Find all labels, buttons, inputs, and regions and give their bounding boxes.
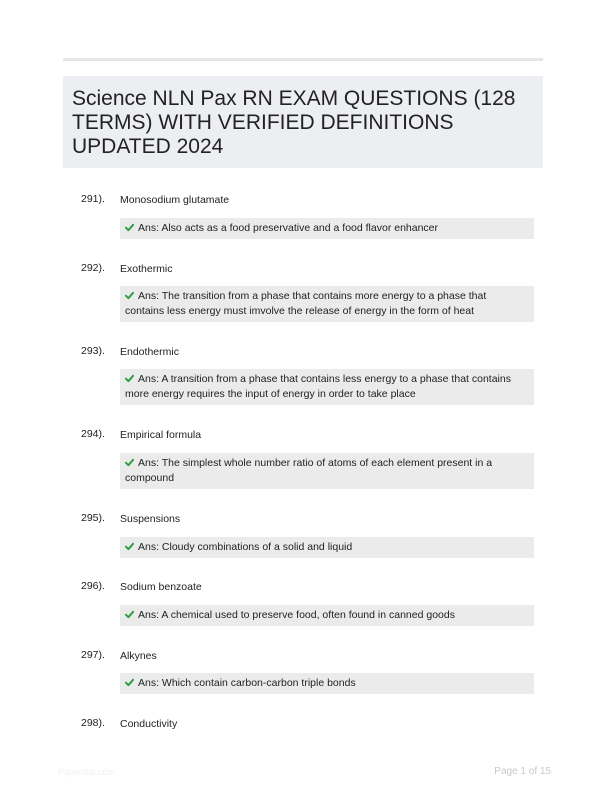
question-number: 296). <box>81 580 105 592</box>
answer-text: Ans: Also acts as a food preservative and a food flavor enhancer <box>138 222 439 234</box>
answer-box <box>120 218 534 239</box>
check-icon <box>125 291 134 300</box>
check-icon <box>125 610 134 619</box>
answer-box <box>120 453 534 489</box>
check-icon <box>125 542 134 551</box>
question-number: 294). <box>81 428 105 440</box>
question-number: 298). <box>81 717 105 729</box>
question-term: Empirical formula <box>120 429 202 441</box>
answer-box <box>120 369 534 405</box>
answer-text: Ans: Cloudy combinations of a solid and liquid <box>138 541 353 553</box>
answer-box <box>120 286 534 322</box>
answer-text: Ans: A transition from a phase that contains less energy to a phase that contains more energy requires the input of energy in order to take place <box>125 373 511 400</box>
answer-text: Ans: A chemical used to preserve food, often found in canned goods <box>138 609 455 621</box>
question-term: Monosodium glutamate <box>120 194 230 206</box>
question-number: 292). <box>81 262 105 274</box>
answer-text: Ans: The transition from a phase that contains more energy to a phase that contains less energy must imvolve the release of energy in the form of heat <box>125 290 487 317</box>
check-icon <box>125 678 134 687</box>
answer-text: Ans: Which contain carbon-carbon triple bonds <box>138 677 356 689</box>
question-number: 293). <box>81 345 105 357</box>
check-icon <box>125 223 134 232</box>
check-icon <box>125 374 134 383</box>
question-term: Conductivity <box>120 718 178 730</box>
question-term: Sodium benzoate <box>120 581 202 593</box>
page-indicator: Page 1 of 15 <box>494 766 551 777</box>
question-number: 291). <box>81 193 105 205</box>
question-term: Endothermic <box>120 346 179 358</box>
document-title: Science NLN Pax RN EXAM QUESTIONS (128 TERMS) WITH VERIFIED DEFINITIONS UPDATED 2024 <box>72 87 516 158</box>
question-term: Alkynes <box>120 650 157 662</box>
top-divider <box>63 58 543 61</box>
answer-box <box>120 673 534 694</box>
answer-box <box>120 605 534 626</box>
watermark-text: Paperlibs.com <box>58 767 116 777</box>
question-number: 295). <box>81 512 105 524</box>
answer-box <box>120 537 534 558</box>
answer-text: Ans: The simplest whole number ratio of atoms of each element present in a compound <box>125 457 493 484</box>
check-icon <box>125 458 134 467</box>
question-number: 297). <box>81 649 105 661</box>
question-term: Suspensions <box>120 513 181 525</box>
question-term: Exothermic <box>120 263 173 275</box>
title-banner <box>63 76 543 168</box>
